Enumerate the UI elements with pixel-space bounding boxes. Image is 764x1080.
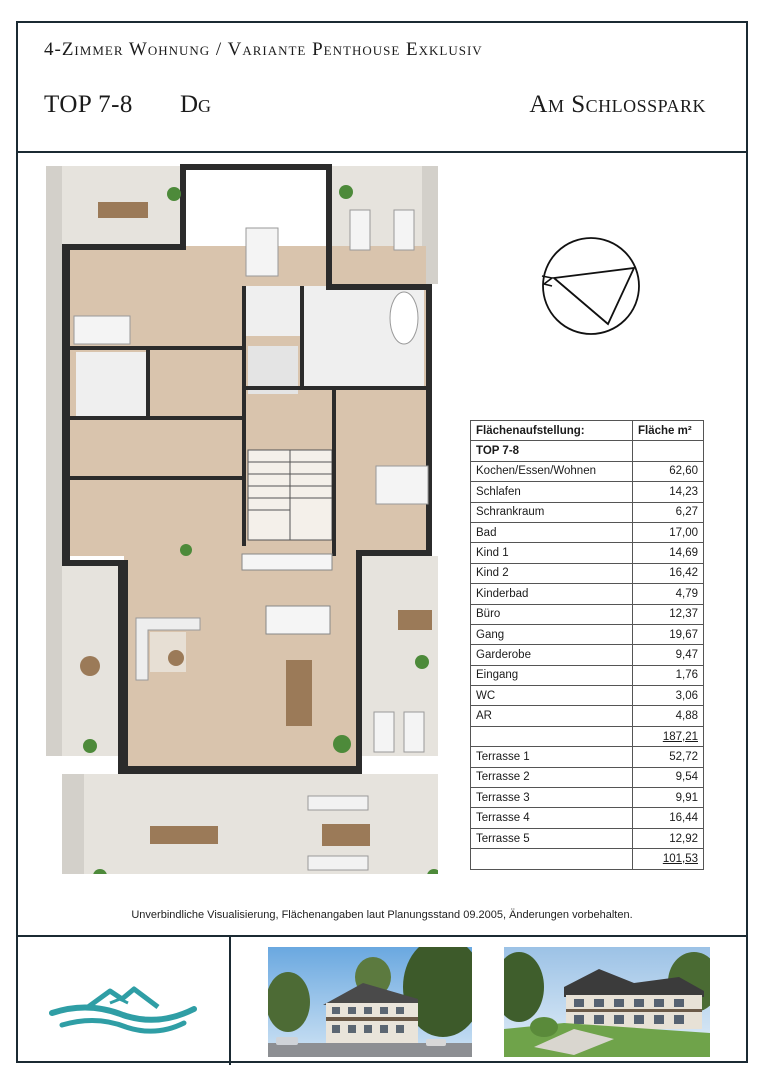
room-name: WC (471, 686, 633, 706)
area-value: 16,42 (669, 567, 698, 580)
header (18, 23, 746, 153)
plant (415, 655, 429, 669)
area-value: 1,76 (675, 669, 698, 682)
table-row (471, 767, 704, 787)
area-total: 101,53 (662, 852, 698, 865)
apartment-subtitle: 4-Zimmer Wohnung / Variante Penthouse Exklusiv (44, 39, 483, 60)
kitchen-counter (242, 554, 332, 570)
terrace-table-top-left (98, 202, 148, 218)
area-table (470, 420, 704, 870)
room-name: Gang (471, 624, 633, 644)
bed-kid1 (246, 228, 278, 276)
room-name: Kind 2 (471, 563, 633, 583)
floor-plan (46, 146, 438, 874)
table-header-row (471, 421, 704, 441)
sunlounger-2 (394, 210, 414, 250)
staircase (248, 450, 332, 540)
area-value: 9,47 (675, 648, 698, 661)
table-row (471, 482, 704, 502)
room-name: Schlafen (471, 482, 633, 502)
room-name (471, 849, 633, 869)
room-name: Schrankraum (471, 502, 633, 522)
area-value: 3,06 (675, 689, 698, 702)
bed-kid2 (74, 316, 130, 344)
room-area (633, 461, 704, 481)
room-area (633, 624, 704, 644)
area-value: 52,72 (669, 750, 698, 763)
room-area (633, 849, 704, 869)
floor-label: Dg (180, 91, 212, 118)
area-value: 9,91 (675, 791, 698, 804)
sunlounger-3 (374, 712, 394, 752)
room-name: Kind 1 (471, 543, 633, 563)
room-name: Kochen/Essen/Wohnen (471, 461, 633, 481)
plant (83, 739, 97, 753)
table-row (471, 502, 704, 522)
table-row (471, 849, 704, 869)
room-area (633, 563, 704, 583)
area-value: 12,37 (669, 608, 698, 621)
area-value: 17,00 (669, 526, 698, 539)
room-area (633, 522, 704, 542)
terrace-lounge-table (322, 824, 370, 846)
terrace-round-table (80, 656, 100, 676)
plant (180, 544, 192, 556)
dining-table (286, 660, 312, 726)
room-name: Büro (471, 604, 633, 624)
table-row (471, 543, 704, 563)
mountain-waves-logo (48, 979, 198, 1039)
area-value: 16,44 (669, 812, 698, 825)
room-name (471, 726, 633, 746)
table-row (471, 645, 704, 665)
room-area (633, 543, 704, 563)
table-row (471, 461, 704, 481)
area-value: 12,92 (669, 832, 698, 845)
unit-label: TOP 7-8 (471, 441, 633, 461)
room-area (633, 706, 704, 726)
terrace-right (362, 556, 438, 756)
building-photo-street (268, 947, 472, 1057)
wc-floor (246, 286, 302, 336)
unit-number: TOP 7-8 (44, 91, 133, 118)
coffee-table (168, 650, 184, 666)
table-row (471, 788, 704, 808)
area-value: 19,67 (669, 628, 698, 641)
room-area (633, 828, 704, 848)
table-row (471, 726, 704, 746)
north-arrow-icon (536, 226, 646, 344)
terrace-table-right (398, 610, 432, 630)
room-area (633, 747, 704, 767)
area-value: 9,54 (675, 771, 698, 784)
room-area (633, 482, 704, 502)
room-area (633, 686, 704, 706)
kitchen-island (266, 606, 330, 634)
table-row (471, 828, 704, 848)
footer-divider (229, 937, 231, 1065)
plant (339, 185, 353, 199)
room-area (633, 788, 704, 808)
room-name: Terrasse 4 (471, 808, 633, 828)
room-area (633, 808, 704, 828)
room-area (633, 584, 704, 604)
room-name: Terrasse 2 (471, 767, 633, 787)
room-name: Terrasse 1 (471, 747, 633, 767)
col-area-header: Fläche m² (633, 421, 704, 441)
table-row (471, 686, 704, 706)
table-row (471, 604, 704, 624)
room-area (633, 604, 704, 624)
room-name: AR (471, 706, 633, 726)
room-name: Garderobe (471, 645, 633, 665)
table-row (471, 624, 704, 644)
area-value: 4,88 (675, 710, 698, 723)
table-row (471, 808, 704, 828)
area-value: 14,69 (669, 547, 698, 560)
plant (333, 735, 351, 753)
bed-master (376, 466, 428, 504)
area-value: 6,27 (675, 506, 698, 519)
sunlounger-4 (404, 712, 424, 752)
plant (167, 187, 181, 201)
area-value: 4,79 (675, 587, 698, 600)
room-name: Bad (471, 522, 633, 542)
table-row (471, 747, 704, 767)
terrace-bottom (62, 774, 438, 874)
project-name: Am Schlosspark (529, 91, 706, 118)
table-row (471, 665, 704, 685)
room-area (633, 665, 704, 685)
room-area (633, 502, 704, 522)
room-name: Kinderbad (471, 584, 633, 604)
area-value: 62,60 (669, 465, 698, 478)
room-area (633, 645, 704, 665)
table-row (471, 563, 704, 583)
kids-bath-floor (76, 352, 146, 420)
room-name: Terrasse 5 (471, 828, 633, 848)
footer (18, 935, 746, 1065)
unit-area-blank (633, 441, 704, 461)
bathtub (390, 292, 418, 344)
room-area (633, 767, 704, 787)
building-photo-garden (504, 947, 710, 1057)
sunlounger-1 (350, 210, 370, 250)
table-row (471, 706, 704, 726)
room-name: Terrasse 3 (471, 788, 633, 808)
table-unit-row (471, 441, 704, 461)
col-room-header: Flächenaufstellung: (471, 421, 633, 441)
room-name: Eingang (471, 665, 633, 685)
room-area (633, 726, 704, 746)
table-row (471, 584, 704, 604)
terrace-dining-table (150, 826, 218, 844)
area-total: 187,21 (662, 730, 698, 743)
disclaimer: Unverbindliche Visualisierung, Flächenangaben laut Planungsstand 09.2005, Änderungen vorbehalten. (131, 909, 633, 921)
table-row (471, 522, 704, 542)
area-value: 14,23 (669, 485, 698, 498)
